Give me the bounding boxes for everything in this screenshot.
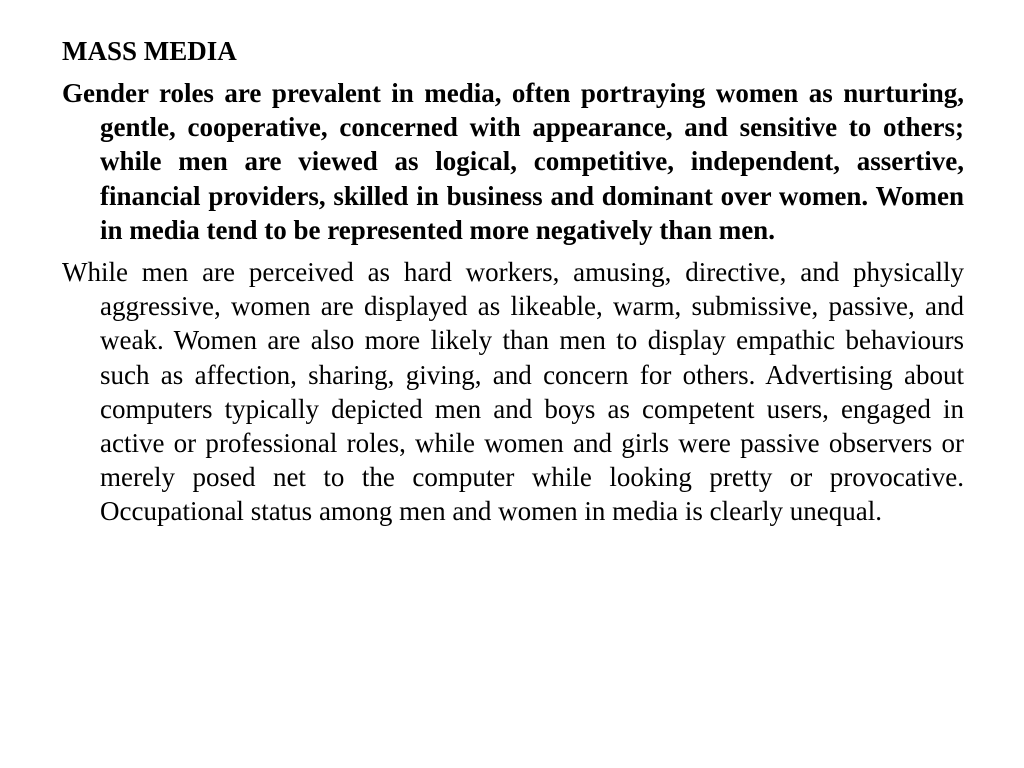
slide-heading: MASS MEDIA bbox=[62, 36, 237, 66]
paragraph-perception: While men are perceived as hard workers, amusing, directive, and physically aggressive, women are displayed as likeable, warm, submissive, passive, and weak. Women are also more likely than men to display empathic behaviours such as affection, sharing, giving, and concern for others. Advertising about computers typically depicted men and boys as competent users, engaged in active or professional roles, while women and girls were passive observers or merely posed net to the computer while looking pretty or provocative. Occupational status among men and women in media is clearly unequal. bbox=[62, 257, 964, 527]
slide-content bbox=[62, 34, 964, 537]
paragraph-gender-roles: Gender roles are prevalent in media, often portraying women as nurturing, gentle, cooperative, concerned with appearance, and sensitive to others; while men are viewed as logical, competitive, independent, assertive, financial providers, skilled in business and dominant over women. Women in media tend to be represented more negatively than men. bbox=[62, 78, 964, 245]
